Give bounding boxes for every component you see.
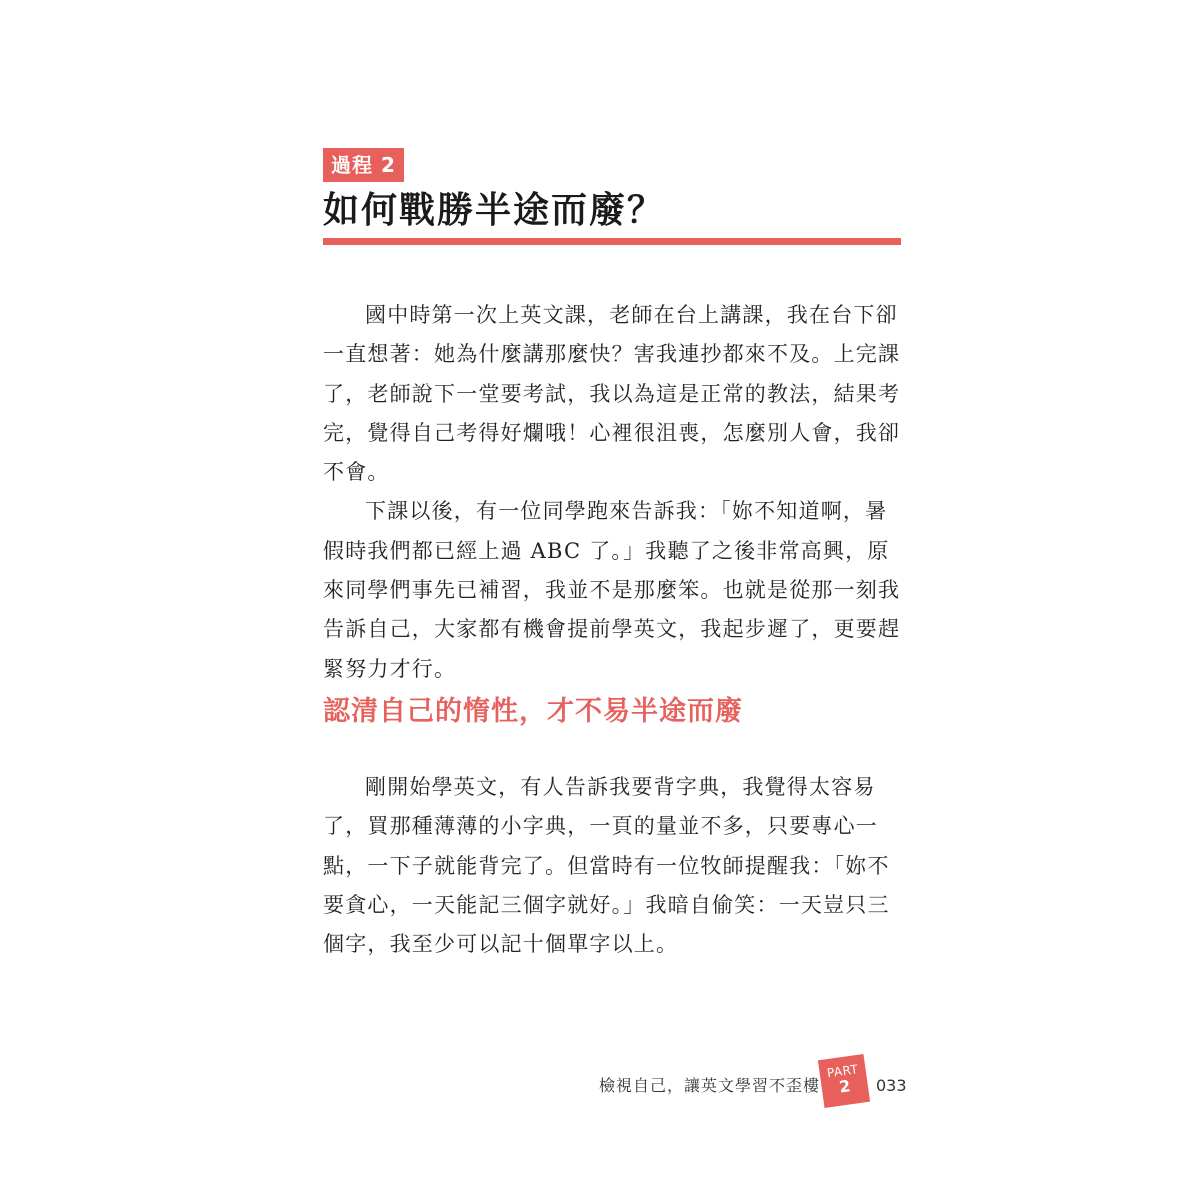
part-badge-word: PART (826, 1061, 860, 1081)
chapter-title: 如何戰勝半途而廢？ (323, 190, 666, 231)
section-2-body (323, 768, 903, 964)
paragraph: 下課以後，有一位同學跑來告訴我：「妳不知道啊，暑假時我們都已經上過 ABC 了。」我聽了之後非常高興，原來同學們事先已補習，我並不是那麼笨。也就是從那一刻我告訴自己，大家都有機會提前學英文，我起步遲了，更要趕緊努力才行。 (323, 499, 901, 681)
page-number: 033 (876, 1076, 907, 1095)
section-heading: 認清自己的惰性，才不易半途而廢 (323, 696, 743, 727)
part-badge-number: 2 (837, 1076, 852, 1097)
paragraph: 剛開始學英文，有人告訴我要背字典，我覺得太容易了，買那種薄薄的小字典，一頁的量並不多，只要專心一點，一下子就能背完了。但當時有一位牧師提醒我：「妳不要貪心，一天能記三個字就好。」我暗自偷笑：一天豈只三個字，我至少可以記十個單字以上。 (323, 775, 890, 957)
step-label-badge: 過程 2 (323, 148, 404, 182)
running-footer-title: 檢視自己，讓英文學習不歪樓 (598, 1076, 820, 1095)
part-badge (818, 1054, 870, 1108)
paragraph: 國中時第一次上英文課，老師在台上講課，我在台下卻一直想著：她為什麼講那麼快？害我連抄都來不及。上完課了，老師說下一堂要考試，我以為這是正常的教法，結果考完，覺得自己考得好爛哦！心裡很沮喪，怎麼別人會，我卻不會。 (323, 303, 901, 485)
section-1-body (323, 296, 903, 689)
title-underline-divider (323, 238, 901, 245)
